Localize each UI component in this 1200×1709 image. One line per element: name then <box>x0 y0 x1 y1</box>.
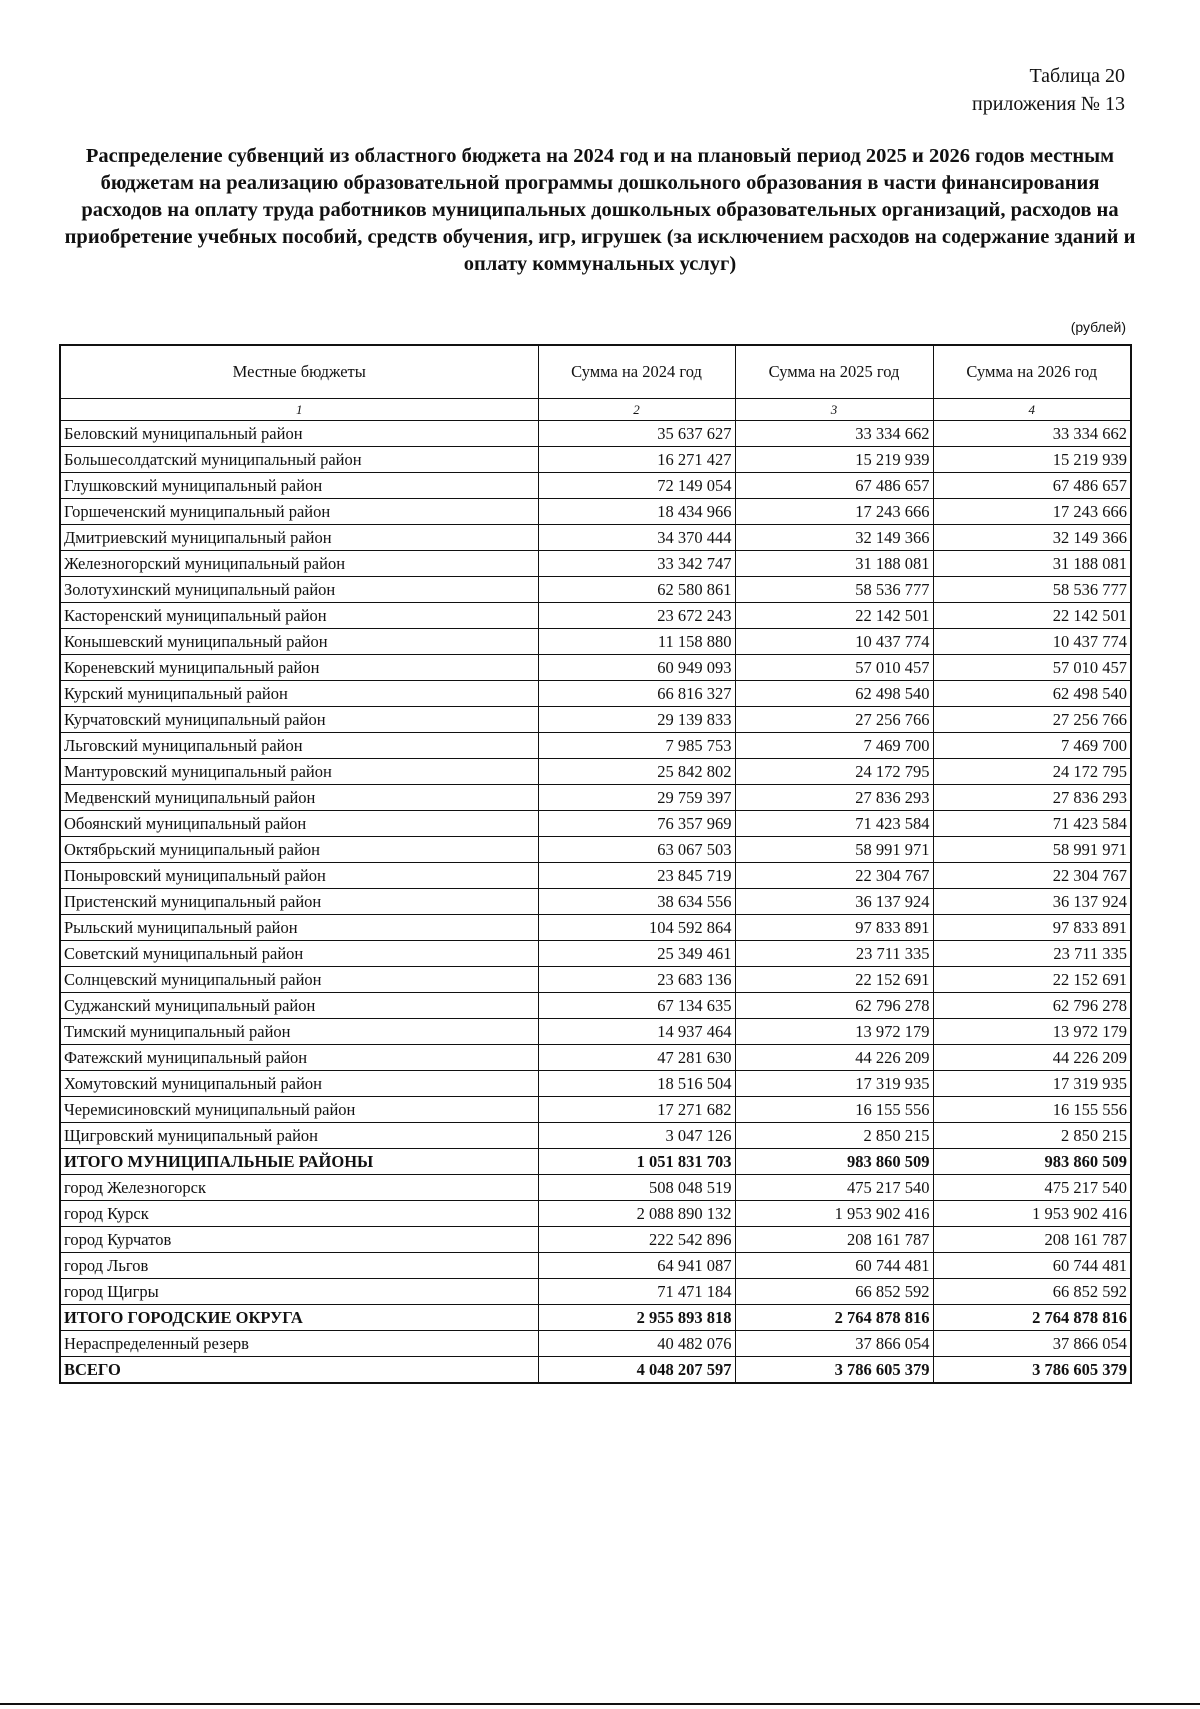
amount-2025-cell: 17 319 935 <box>735 1071 933 1097</box>
budget-name-cell: Поныровский муниципальный район <box>60 863 538 889</box>
budget-name-cell: ИТОГО ГОРОДСКИЕ ОКРУГА <box>60 1305 538 1331</box>
amount-2026-cell: 15 219 939 <box>933 447 1131 473</box>
budget-name-cell: Советский муниципальный район <box>60 941 538 967</box>
amount-2026-cell: 60 744 481 <box>933 1253 1131 1279</box>
table-row <box>60 603 1131 629</box>
amount-2025-cell: 32 149 366 <box>735 525 933 551</box>
amount-2024-cell: 76 357 969 <box>538 811 735 837</box>
amount-2024-cell: 2 955 893 818 <box>538 1305 735 1331</box>
table-reference <box>972 62 1125 118</box>
amount-2025-cell: 44 226 209 <box>735 1045 933 1071</box>
amount-2024-cell: 62 580 861 <box>538 577 735 603</box>
table-row <box>60 1279 1131 1305</box>
table-row <box>60 551 1131 577</box>
amount-2026-cell: 31 188 081 <box>933 551 1131 577</box>
appendix-label: приложения № 13 <box>971 93 1125 115</box>
amount-2026-cell: 57 010 457 <box>933 655 1131 681</box>
table-row <box>60 785 1131 811</box>
amount-2024-cell: 47 281 630 <box>538 1045 735 1071</box>
amount-2024-cell: 40 482 076 <box>538 1331 735 1357</box>
budget-table <box>59 344 1132 1384</box>
budget-name-cell: ВСЕГО <box>60 1357 538 1384</box>
table-row <box>60 811 1131 837</box>
amount-2025-cell: 17 243 666 <box>735 499 933 525</box>
amount-2026-cell: 37 866 054 <box>933 1331 1131 1357</box>
amount-2026-cell: 58 991 971 <box>933 837 1131 863</box>
amount-2024-cell: 18 516 504 <box>538 1071 735 1097</box>
amount-2024-cell: 25 349 461 <box>538 941 735 967</box>
amount-2025-cell: 58 991 971 <box>735 837 933 863</box>
units-label: (рублей) <box>1070 319 1126 335</box>
amount-2026-cell: 13 972 179 <box>933 1019 1131 1045</box>
table-row <box>60 421 1131 447</box>
amount-2024-cell: 3 047 126 <box>538 1123 735 1149</box>
budget-name-cell: город Курчатов <box>60 1227 538 1253</box>
page-bottom-rule <box>0 1703 1200 1705</box>
budget-name-cell: Большесолдатский муниципальный район <box>60 447 538 473</box>
table-row <box>60 1071 1131 1097</box>
amount-2026-cell: 7 469 700 <box>933 733 1131 759</box>
amount-2026-cell: 71 423 584 <box>933 811 1131 837</box>
amount-2026-cell: 27 836 293 <box>933 785 1131 811</box>
budget-name-cell: Рыльский муниципальный район <box>60 915 538 941</box>
amount-2026-cell: 2 764 878 816 <box>933 1305 1131 1331</box>
budget-name-cell: город Щигры <box>60 1279 538 1305</box>
amount-2025-cell: 31 188 081 <box>735 551 933 577</box>
amount-2025-cell: 62 498 540 <box>735 681 933 707</box>
budget-name-cell: Беловский муниципальный район <box>60 421 538 447</box>
amount-2026-cell: 66 852 592 <box>933 1279 1131 1305</box>
budget-name-cell: Льговский муниципальный район <box>60 733 538 759</box>
amount-2024-cell: 1 051 831 703 <box>538 1149 735 1175</box>
amount-2025-cell: 66 852 592 <box>735 1279 933 1305</box>
table-row <box>60 707 1131 733</box>
amount-2026-cell: 44 226 209 <box>933 1045 1131 1071</box>
amount-2024-cell: 71 471 184 <box>538 1279 735 1305</box>
table-row <box>60 447 1131 473</box>
table-row <box>60 993 1131 1019</box>
budget-name-cell: ИТОГО МУНИЦИПАЛЬНЫЕ РАЙОНЫ <box>60 1149 538 1175</box>
budget-name-cell: Солнцевский муниципальный район <box>60 967 538 993</box>
amount-2025-cell: 16 155 556 <box>735 1097 933 1123</box>
amount-2025-cell: 3 786 605 379 <box>735 1357 933 1384</box>
table-row <box>60 1045 1131 1071</box>
amount-2025-cell: 983 860 509 <box>735 1149 933 1175</box>
document-title: Распределение субвенций из областного бюджета на 2024 год и на плановый период 2025 и 2026 годов местным бюджетам на реализацию образовательной программы дошкольного образования в части финансирования расходов на оплату труда работников муниципальных дошкольных образовательных организаций, расходов на приобретение учебных пособий, средств обучения, игр, игрушек (за исключением расходов на содержание зданий и оплату коммунальных услуг) <box>64 145 1136 275</box>
amount-2025-cell: 36 137 924 <box>735 889 933 915</box>
table-row <box>60 1019 1131 1045</box>
table-row <box>60 915 1131 941</box>
column-header-budgets: Местные бюджеты <box>60 345 538 399</box>
budget-name-cell: Суджанский муниципальный район <box>60 993 538 1019</box>
amount-2024-cell: 63 067 503 <box>538 837 735 863</box>
amount-2025-cell: 67 486 657 <box>735 473 933 499</box>
amount-2024-cell: 508 048 519 <box>538 1175 735 1201</box>
amount-2025-cell: 13 972 179 <box>735 1019 933 1045</box>
amount-2024-cell: 72 149 054 <box>538 473 735 499</box>
table-row <box>60 1123 1131 1149</box>
amount-2024-cell: 60 949 093 <box>538 655 735 681</box>
budget-name-cell: Нераспределенный резерв <box>60 1331 538 1357</box>
amount-2025-cell: 71 423 584 <box>735 811 933 837</box>
budget-name-cell: Глушковский муниципальный район <box>60 473 538 499</box>
amount-2026-cell: 475 217 540 <box>933 1175 1131 1201</box>
table-row <box>60 681 1131 707</box>
amount-2026-cell: 2 850 215 <box>933 1123 1131 1149</box>
amount-2024-cell: 64 941 087 <box>538 1253 735 1279</box>
amount-2024-cell: 29 139 833 <box>538 707 735 733</box>
amount-2025-cell: 2 764 878 816 <box>735 1305 933 1331</box>
amount-2024-cell: 38 634 556 <box>538 889 735 915</box>
table-row <box>60 629 1131 655</box>
amount-2025-cell: 23 711 335 <box>735 941 933 967</box>
table-row <box>60 889 1131 915</box>
table-row <box>60 1201 1131 1227</box>
table-row <box>60 837 1131 863</box>
amount-2024-cell: 23 672 243 <box>538 603 735 629</box>
amount-2026-cell: 22 142 501 <box>933 603 1131 629</box>
table-header-row <box>60 345 1131 399</box>
amount-2024-cell: 7 985 753 <box>538 733 735 759</box>
amount-2026-cell: 23 711 335 <box>933 941 1131 967</box>
budget-name-cell: Мантуровский муниципальный район <box>60 759 538 785</box>
amount-2024-cell: 16 271 427 <box>538 447 735 473</box>
amount-2025-cell: 58 536 777 <box>735 577 933 603</box>
amount-2025-cell: 22 304 767 <box>735 863 933 889</box>
budget-name-cell: Щигровский муниципальный район <box>60 1123 538 1149</box>
table-total-row <box>60 1305 1131 1331</box>
budget-name-cell: Фатежский муниципальный район <box>60 1045 538 1071</box>
table-row <box>60 1331 1131 1357</box>
amount-2026-cell: 62 796 278 <box>933 993 1131 1019</box>
budget-name-cell: Курский муниципальный район <box>60 681 538 707</box>
table-total-row <box>60 1357 1131 1384</box>
amount-2025-cell: 22 152 691 <box>735 967 933 993</box>
amount-2026-cell: 1 953 902 416 <box>933 1201 1131 1227</box>
amount-2026-cell: 3 786 605 379 <box>933 1357 1131 1384</box>
amount-2024-cell: 35 637 627 <box>538 421 735 447</box>
amount-2025-cell: 1 953 902 416 <box>735 1201 933 1227</box>
amount-2025-cell: 62 796 278 <box>735 993 933 1019</box>
amount-2024-cell: 14 937 464 <box>538 1019 735 1045</box>
amount-2024-cell: 23 683 136 <box>538 967 735 993</box>
column-number: 3 <box>735 399 933 421</box>
amount-2025-cell: 33 334 662 <box>735 421 933 447</box>
column-header-2024: Сумма на 2024 год <box>538 345 735 399</box>
budget-name-cell: Тимский муниципальный район <box>60 1019 538 1045</box>
amount-2024-cell: 11 158 880 <box>538 629 735 655</box>
amount-2026-cell: 17 319 935 <box>933 1071 1131 1097</box>
table-row <box>60 577 1131 603</box>
amount-2025-cell: 97 833 891 <box>735 915 933 941</box>
amount-2025-cell: 27 256 766 <box>735 707 933 733</box>
amount-2024-cell: 2 088 890 132 <box>538 1201 735 1227</box>
column-number: 1 <box>60 399 538 421</box>
amount-2026-cell: 208 161 787 <box>933 1227 1131 1253</box>
amount-2024-cell: 222 542 896 <box>538 1227 735 1253</box>
column-number-row <box>60 399 1131 421</box>
amount-2026-cell: 983 860 509 <box>933 1149 1131 1175</box>
table-row <box>60 1253 1131 1279</box>
amount-2026-cell: 22 152 691 <box>933 967 1131 993</box>
amount-2025-cell: 7 469 700 <box>735 733 933 759</box>
budget-name-cell: Октябрьский муниципальный район <box>60 837 538 863</box>
budget-name-cell: Медвенский муниципальный район <box>60 785 538 811</box>
table-row <box>60 863 1131 889</box>
amount-2024-cell: 29 759 397 <box>538 785 735 811</box>
budget-name-cell: Золотухинский муниципальный район <box>60 577 538 603</box>
amount-2025-cell: 2 850 215 <box>735 1123 933 1149</box>
amount-2026-cell: 97 833 891 <box>933 915 1131 941</box>
table-row <box>60 733 1131 759</box>
amount-2026-cell: 33 334 662 <box>933 421 1131 447</box>
amount-2024-cell: 34 370 444 <box>538 525 735 551</box>
table-row <box>60 1175 1131 1201</box>
amount-2026-cell: 36 137 924 <box>933 889 1131 915</box>
amount-2026-cell: 32 149 366 <box>933 525 1131 551</box>
amount-2026-cell: 67 486 657 <box>933 473 1131 499</box>
table-row <box>60 655 1131 681</box>
amount-2024-cell: 25 842 802 <box>538 759 735 785</box>
budget-name-cell: Хомутовский муниципальный район <box>60 1071 538 1097</box>
amount-2025-cell: 475 217 540 <box>735 1175 933 1201</box>
amount-2025-cell: 15 219 939 <box>735 447 933 473</box>
budget-name-cell: Конышевский муниципальный район <box>60 629 538 655</box>
table-total-row <box>60 1149 1131 1175</box>
amount-2025-cell: 37 866 054 <box>735 1331 933 1357</box>
table-row <box>60 759 1131 785</box>
budget-name-cell: город Железногорск <box>60 1175 538 1201</box>
amount-2026-cell: 58 536 777 <box>933 577 1131 603</box>
amount-2025-cell: 22 142 501 <box>735 603 933 629</box>
amount-2026-cell: 16 155 556 <box>933 1097 1131 1123</box>
column-header-2026: Сумма на 2026 год <box>933 345 1131 399</box>
table-row <box>60 499 1131 525</box>
budget-name-cell: Курчатовский муниципальный район <box>60 707 538 733</box>
amount-2025-cell: 10 437 774 <box>735 629 933 655</box>
amount-2024-cell: 66 816 327 <box>538 681 735 707</box>
amount-2024-cell: 33 342 747 <box>538 551 735 577</box>
column-number: 4 <box>933 399 1131 421</box>
table-row <box>60 967 1131 993</box>
table-row <box>60 941 1131 967</box>
budget-name-cell: Кореневский муниципальный район <box>60 655 538 681</box>
amount-2025-cell: 60 744 481 <box>735 1253 933 1279</box>
amount-2025-cell: 27 836 293 <box>735 785 933 811</box>
budget-name-cell: Пристенский муниципальный район <box>60 889 538 915</box>
budget-name-cell: Обоянский муниципальный район <box>60 811 538 837</box>
column-number: 2 <box>538 399 735 421</box>
amount-2024-cell: 4 048 207 597 <box>538 1357 735 1384</box>
table-row <box>60 1227 1131 1253</box>
amount-2024-cell: 17 271 682 <box>538 1097 735 1123</box>
budget-name-cell: город Курск <box>60 1201 538 1227</box>
amount-2024-cell: 67 134 635 <box>538 993 735 1019</box>
column-header-2025: Сумма на 2025 год <box>735 345 933 399</box>
budget-name-cell: Железногорский муниципальный район <box>60 551 538 577</box>
table-row <box>60 1097 1131 1123</box>
amount-2024-cell: 104 592 864 <box>538 915 735 941</box>
budget-name-cell: Горшеченский муниципальный район <box>60 499 538 525</box>
amount-2026-cell: 10 437 774 <box>933 629 1131 655</box>
amount-2026-cell: 62 498 540 <box>933 681 1131 707</box>
amount-2026-cell: 22 304 767 <box>933 863 1131 889</box>
table-row <box>60 525 1131 551</box>
budget-name-cell: Дмитриевский муниципальный район <box>60 525 538 551</box>
budget-name-cell: Касторенский муниципальный район <box>60 603 538 629</box>
budget-name-cell: Черемисиновский муниципальный район <box>60 1097 538 1123</box>
amount-2025-cell: 24 172 795 <box>735 759 933 785</box>
budget-name-cell: город Льгов <box>60 1253 538 1279</box>
table-row <box>60 473 1131 499</box>
amount-2026-cell: 24 172 795 <box>933 759 1131 785</box>
amount-2025-cell: 57 010 457 <box>735 655 933 681</box>
amount-2024-cell: 23 845 719 <box>538 863 735 889</box>
amount-2025-cell: 208 161 787 <box>735 1227 933 1253</box>
amount-2024-cell: 18 434 966 <box>538 499 735 525</box>
table-label: Таблица 20 <box>1029 65 1125 87</box>
amount-2026-cell: 27 256 766 <box>933 707 1131 733</box>
table-body <box>60 421 1131 1384</box>
amount-2026-cell: 17 243 666 <box>933 499 1131 525</box>
